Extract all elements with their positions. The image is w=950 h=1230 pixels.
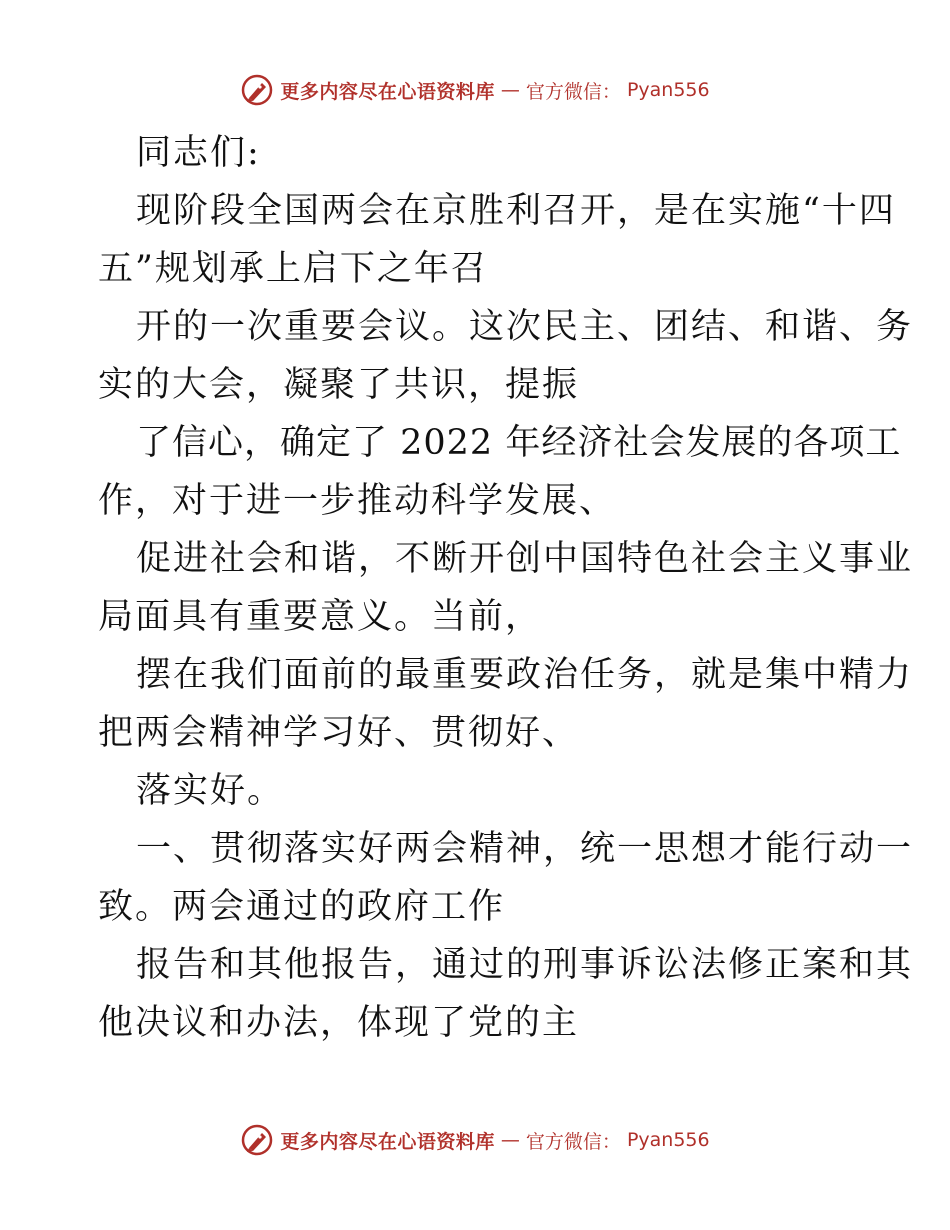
body-line: 作，对于进一步推动科学发展、 — [98, 481, 617, 521]
banner-wechat-label: 官方微信： — [525, 80, 621, 103]
pen-nib-logo-icon — [240, 73, 274, 107]
body-line: 五”规划承上启下之年召 — [98, 249, 488, 289]
body-line: 局面具有重要意义。当前， — [98, 597, 543, 637]
banner-wechat-id: Pyan556 — [626, 1129, 710, 1151]
body-line: 促进社会和谐，不断开创中国特色社会主义事业 — [136, 539, 914, 579]
banner-wechat-label: 官方微信： — [525, 1130, 621, 1153]
body-line: 摆在我们面前的最重要政治任务，就是集中精力 — [136, 655, 914, 695]
body-line: 把两会精神学习好、贯彻好、 — [98, 713, 580, 753]
body-line: 了信心，确定了 2022 年经济社会发展的各项工 — [136, 423, 902, 463]
banner-wechat-id: Pyan556 — [626, 79, 710, 101]
body-line: 落实好。 — [136, 771, 285, 811]
body-line: 开的一次重要会议。这次民主、团结、和谐、务 — [136, 307, 914, 347]
body-line: 致。两会通过的政府工作 — [98, 887, 506, 927]
body-line: 同志们: — [136, 133, 261, 173]
header-banner — [0, 70, 950, 110]
body-line: 实的大会，凝聚了共识，提振 — [98, 365, 580, 405]
document-body — [98, 124, 914, 1052]
banner-brand-text: 更多内容尽在心语资料库 — [280, 80, 495, 103]
body-line: 现阶段全国两会在京胜利召开，是在实施“十四 — [136, 191, 896, 231]
body-line: 报告和其他报告，通过的刑事诉讼法修正案和其 — [136, 945, 914, 985]
pen-nib-logo-icon — [240, 1123, 274, 1157]
banner-dash: — — [500, 1129, 520, 1151]
banner-brand-text: 更多内容尽在心语资料库 — [280, 1130, 495, 1153]
body-line: 一、贯彻落实好两会精神，统一思想才能行动一 — [136, 829, 914, 869]
body-line: 他决议和办法，体现了党的主 — [98, 1003, 580, 1043]
banner-dash: — — [500, 79, 520, 101]
footer-banner — [0, 1120, 950, 1160]
